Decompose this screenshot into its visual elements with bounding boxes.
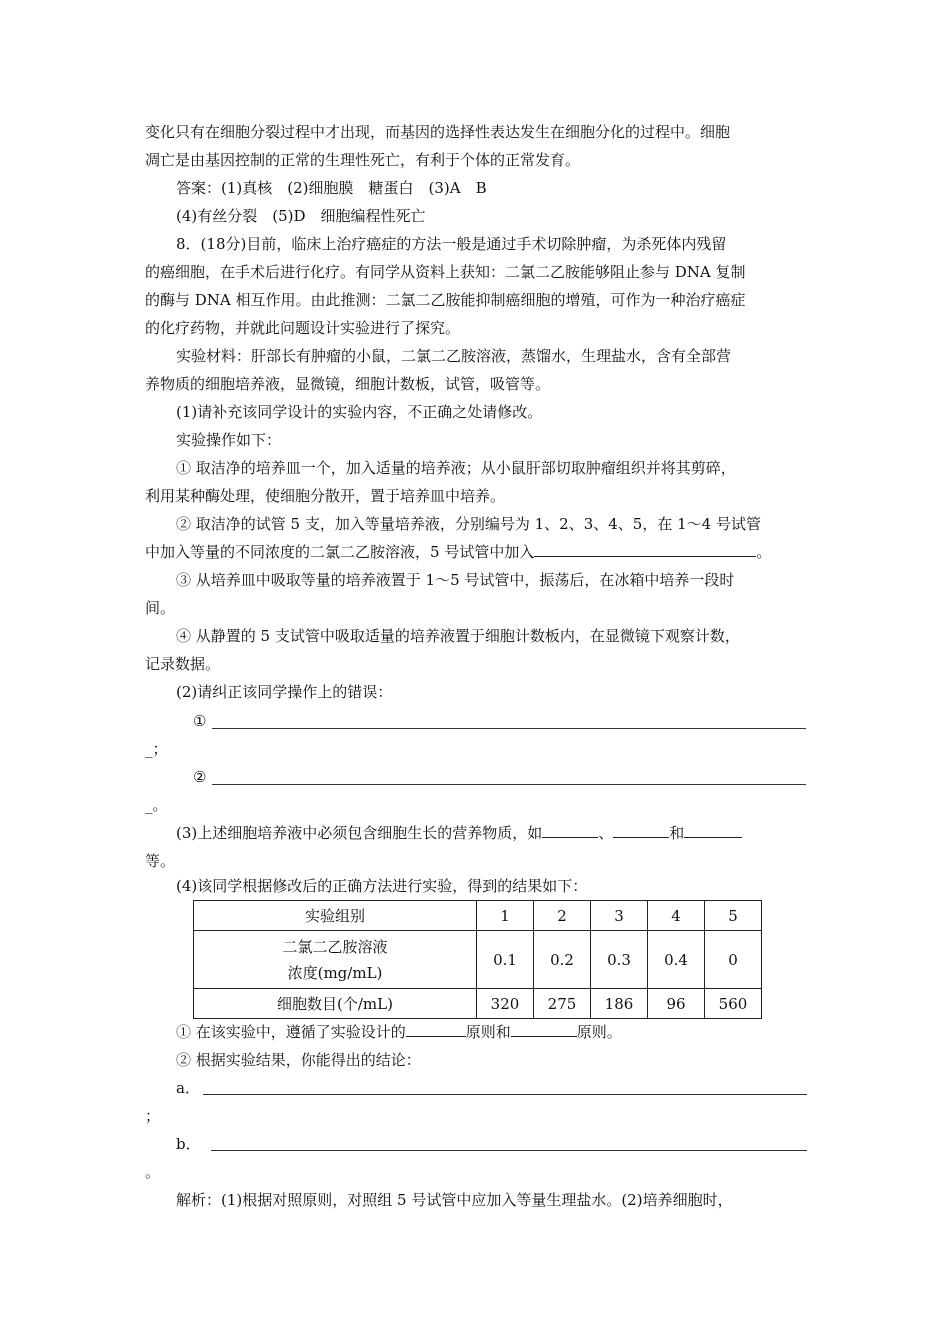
table-cell: 3 xyxy=(591,901,648,931)
answer-line-rule xyxy=(212,728,806,729)
fix-1-marker: ① xyxy=(193,712,207,730)
question-8-line: 的化疗药物，并就此问题设计实验进行了探究。 xyxy=(145,319,461,337)
fix-2-marker: ② xyxy=(193,768,207,786)
operation-2-line xyxy=(145,542,771,562)
table-row-label-line: 浓度(mg/mL) xyxy=(287,963,383,982)
answer-line-rule xyxy=(212,784,806,785)
conclusion-1-line xyxy=(176,1022,622,1042)
subquestion-3-sep: 、 xyxy=(598,824,614,842)
table-cell: 186 xyxy=(591,989,648,1019)
answer-line-rule xyxy=(203,1094,807,1095)
fill-blank xyxy=(511,1022,577,1037)
operation-2-line: ② 取洁净的试管 5 支，加入等量培养液，分别编号为 1、2、3、4、5，在 1～4 号试管 xyxy=(176,515,761,533)
table-cell: 96 xyxy=(648,989,705,1019)
subquestion-3-line: 等。 xyxy=(145,852,176,870)
conclusion-1-text: ① 在该实验中，遵循了实验设计的 xyxy=(176,1023,406,1041)
operation-1-line: 利用某种酶处理，使细胞分散开，置于培养皿中培养。 xyxy=(145,487,506,505)
subquestion-1: (1)请补充该同学设计的实验内容，不正确之处请修改。 xyxy=(176,403,543,421)
table-cell: 0.1 xyxy=(477,931,534,989)
answer-line: (4)有丝分裂 (5)D 细胞编程性死亡 xyxy=(176,207,426,225)
operation-4-line: 记录数据。 xyxy=(145,655,221,673)
table-cell: 5 xyxy=(705,901,762,931)
operation-2-end: 。 xyxy=(756,543,772,561)
table-row xyxy=(194,901,762,931)
table-cell: 1 xyxy=(477,901,534,931)
fill-blank xyxy=(406,1022,466,1037)
text-line: 凋亡是由基因控制的正常的生理性死亡，有利于个体的正常发育。 xyxy=(145,151,581,169)
question-8-line: 8．(18分)目前，临床上治疗癌症的方法一般是通过手术切除肿瘤，为杀死体内残留 xyxy=(176,235,727,253)
table-cell: 0.3 xyxy=(591,931,648,989)
table-row xyxy=(194,989,762,1019)
table-cell: 320 xyxy=(477,989,534,1019)
answer-line: 答案：(1)真核 (2)细胞膜 糖蛋白 (3)A B xyxy=(176,179,487,197)
question-8-line: 的癌细胞，在手术后进行化疗。有同学从资料上获知：二氯二乙胺能够阻止参与 DNA 复制 xyxy=(145,263,746,281)
subquestion-3-text: (3)上述细胞培养液中必须包含细胞生长的营养物质，如 xyxy=(176,824,543,842)
materials-line: 养物质的细胞培养液，显微镜，细胞计数板，试管，吸管等。 xyxy=(145,375,551,393)
operation-4-line: ④ 从静置的 5 支试管中吸取适量的培养液置于细胞计数板内，在显微镜下观察计数， xyxy=(176,627,740,645)
conclusion-a-end: ； xyxy=(145,1107,161,1125)
operation-1-line: ① 取洁净的培养皿一个，加入适量的培养液；从小鼠肝部切取肿瘤组织并将其剪碎， xyxy=(176,459,736,477)
table-cell: 560 xyxy=(705,989,762,1019)
answer-line-rule xyxy=(211,1150,807,1151)
table-row-label: 细胞数目(个/mL) xyxy=(194,989,477,1019)
subquestion-4: (4)该同学根据修改后的正确方法进行实验，得到的结果如下： xyxy=(176,877,588,895)
subquestion-2: (2)请纠正该同学操作上的错误： xyxy=(176,683,393,701)
fill-blank xyxy=(534,542,756,557)
subquestion-3-line xyxy=(176,823,742,843)
results-table xyxy=(193,900,762,1019)
table-row-label-line: 二氯二乙胺溶液 xyxy=(282,937,388,956)
fill-blank xyxy=(684,823,742,838)
table-cell: 0.4 xyxy=(648,931,705,989)
conclusion-1-end: 原则。 xyxy=(576,1023,622,1041)
table-cell: 0 xyxy=(705,931,762,989)
operations-heading: 实验操作如下： xyxy=(176,431,282,449)
fix-2-end: _。 xyxy=(145,796,168,814)
table-cell: 2 xyxy=(534,901,591,931)
table-cell: 275 xyxy=(534,989,591,1019)
table-cell: 4 xyxy=(648,901,705,931)
fill-blank xyxy=(613,823,669,838)
conclusion-b-marker: b． xyxy=(176,1135,201,1153)
conclusion-1-mid: 原则和 xyxy=(465,1023,511,1041)
operation-3-line: ③ 从培养皿中吸取等量的培养液置于 1～5 号试管中，振荡后，在冰箱中培养一段时 xyxy=(176,571,735,589)
table-cell: 0.2 xyxy=(534,931,591,989)
fix-1-end: _； xyxy=(145,740,168,758)
text-line: 变化只有在细胞分裂过程中才出现，而基因的选择性表达发生在细胞分化的过程中。细胞 xyxy=(145,123,731,141)
table-row xyxy=(194,931,762,989)
materials-line: 实验材料：肝部长有肿瘤的小鼠，二氯二乙胺溶液，蒸馏水，生理盐水，含有全部营 xyxy=(176,347,732,365)
table-row-label xyxy=(194,931,477,989)
question-8-line: 的酶与 DNA 相互作用。由此推测：二氯二乙胺能抑制癌细胞的增殖，可作为一种治疗癌症 xyxy=(145,291,746,309)
subquestion-3-and: 和 xyxy=(669,824,685,842)
conclusion-b-end: 。 xyxy=(145,1163,161,1181)
operation-3-line: 间。 xyxy=(145,599,176,617)
fill-blank xyxy=(542,823,598,838)
conclusion-2-line: ② 根据实验结果，你能得出的结论： xyxy=(176,1051,421,1069)
table-header-label: 实验组别 xyxy=(194,901,477,931)
operation-2-text: 中加入等量的不同浓度的二氯二乙胺溶液，5 号试管中加入 xyxy=(145,543,535,561)
analysis-line: 解析：(1)根据对照原则，对照组 5 号试管中应加入等量生理盐水。(2)培养细胞时， xyxy=(176,1191,733,1209)
conclusion-a-marker: a． xyxy=(176,1079,200,1097)
